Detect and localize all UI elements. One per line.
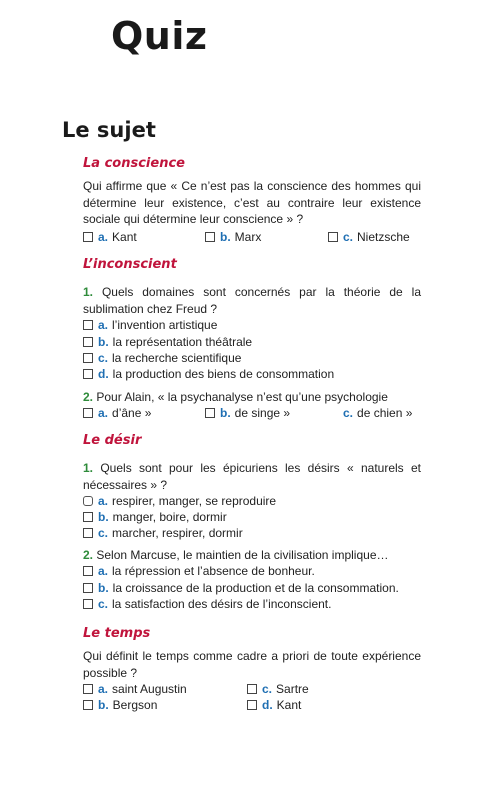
option-checkbox[interactable]: c. marcher, respirer, dormir bbox=[83, 526, 243, 540]
option-checkbox[interactable]: c. Nietzsche bbox=[328, 230, 410, 244]
question-number: 1. bbox=[83, 461, 94, 475]
checkbox-icon[interactable] bbox=[83, 369, 93, 379]
question-body: Pour Alain, « la psychanalyse n’est qu’une psychologie bbox=[96, 390, 388, 404]
option-checkbox[interactable]: d. la production des biens de consommation bbox=[83, 367, 334, 381]
checkbox-icon[interactable] bbox=[328, 232, 338, 242]
question-text bbox=[83, 178, 421, 228]
question-text bbox=[83, 389, 421, 406]
question-body: Qui définit le temps comme cadre a priori de toute expérience possible ? bbox=[83, 649, 421, 680]
checkbox-icon[interactable] bbox=[83, 320, 93, 330]
checkbox-icon[interactable] bbox=[83, 528, 93, 538]
checkbox-icon[interactable] bbox=[247, 700, 257, 710]
option-checkbox[interactable]: a. saint Augustin bbox=[83, 682, 187, 696]
checkbox-icon[interactable] bbox=[83, 684, 93, 694]
checkbox-icon[interactable] bbox=[83, 337, 93, 347]
checkbox-icon[interactable] bbox=[83, 353, 93, 363]
checkbox-icon[interactable] bbox=[83, 408, 93, 418]
section-title-temps: Le temps bbox=[83, 626, 151, 641]
question-text bbox=[83, 547, 421, 564]
option-checkbox[interactable]: b. Marx bbox=[205, 230, 261, 244]
option-checkbox[interactable]: b. Bergson bbox=[83, 698, 157, 712]
checkbox-icon[interactable] bbox=[83, 566, 93, 576]
checkbox-icon[interactable] bbox=[205, 408, 215, 418]
question-body: Qui affirme que « Ce n’est pas la conscience des hommes qui détermine leur existence, c’est au contraire leur existence sociale qui détermine leur conscience » ? bbox=[83, 179, 421, 226]
option-label[interactable]: c. de chien » bbox=[343, 406, 413, 420]
page-title: Quiz bbox=[111, 14, 208, 58]
checkbox-icon[interactable] bbox=[83, 232, 93, 242]
option-checkbox[interactable]: d. Kant bbox=[247, 698, 301, 712]
section-title-desir: Le désir bbox=[83, 433, 142, 448]
checkbox-icon[interactable] bbox=[205, 232, 215, 242]
section-title-inconscient: L’inconscient bbox=[83, 257, 177, 272]
option-checkbox[interactable]: c. la satisfaction des désirs de l’inconscient. bbox=[83, 597, 331, 611]
checkbox-icon[interactable] bbox=[247, 684, 257, 694]
checkbox-icon[interactable] bbox=[83, 700, 93, 710]
question-text bbox=[83, 284, 421, 317]
question-text bbox=[83, 648, 421, 681]
option-checkbox[interactable]: b. la croissance de la production et de la consommation. bbox=[83, 581, 399, 595]
page-subtitle: Le sujet bbox=[62, 118, 156, 142]
option-checkbox[interactable]: b. manger, boire, dormir bbox=[83, 510, 227, 524]
question-number: 2. bbox=[83, 548, 94, 562]
option-checkbox[interactable]: c. Sartre bbox=[247, 682, 309, 696]
option-checkbox[interactable]: a. la répression et l’absence de bonheur. bbox=[83, 564, 315, 578]
checkbox-icon[interactable] bbox=[83, 583, 93, 593]
question-body: Quels domaines sont concernés par la théorie de la sublimation chez Freud ? bbox=[83, 285, 421, 316]
checkbox-icon[interactable] bbox=[83, 599, 93, 609]
option-checkbox[interactable]: a. d’âne » bbox=[83, 406, 151, 420]
question-number: 2. bbox=[83, 390, 94, 404]
option-checkbox[interactable]: b. la représentation théâtrale bbox=[83, 335, 252, 349]
checkbox-icon[interactable] bbox=[83, 496, 93, 506]
question-body: Quels sont pour les épicuriens les désirs « naturels et nécessaires » ? bbox=[83, 461, 422, 492]
question-body: Selon Marcuse, le maintien de la civilisation implique… bbox=[96, 548, 389, 562]
section-title-conscience: La conscience bbox=[83, 156, 185, 171]
option-checkbox[interactable]: b. de singe » bbox=[205, 406, 290, 420]
question-text bbox=[83, 460, 421, 493]
option-checkbox[interactable]: a. Kant bbox=[83, 230, 137, 244]
option-checkbox[interactable]: a. respirer, manger, se reproduire bbox=[83, 494, 276, 508]
checkbox-icon[interactable] bbox=[83, 512, 93, 522]
question-number: 1. bbox=[83, 285, 94, 299]
option-checkbox[interactable]: c. la recherche scientifique bbox=[83, 351, 241, 365]
option-checkbox[interactable]: a. l’invention artistique bbox=[83, 318, 217, 332]
